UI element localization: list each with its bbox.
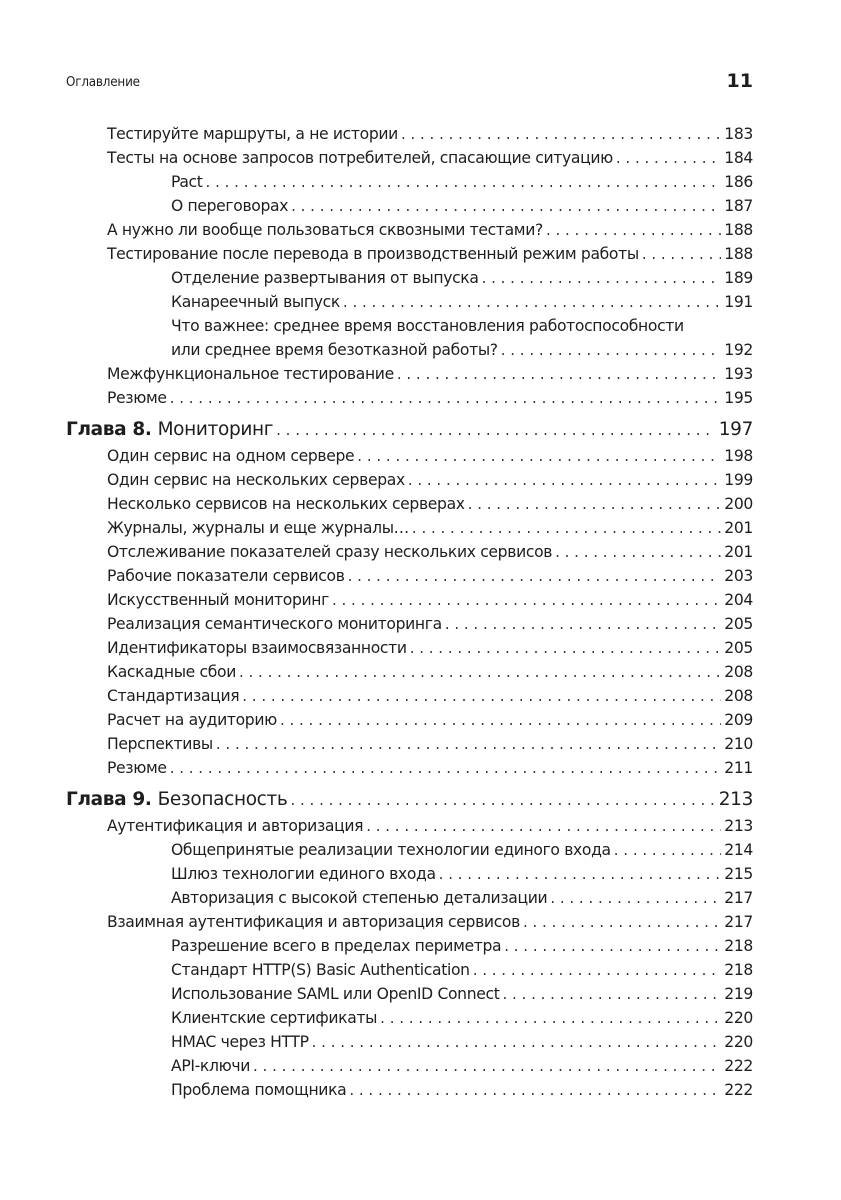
leader-dots (242, 684, 721, 708)
chapter-number: Глава 9. (66, 789, 152, 810)
leader-dots (290, 786, 715, 814)
toc-entry[interactable] (66, 588, 753, 612)
leader-dots (253, 1054, 721, 1078)
toc-entry-page: 209 (724, 711, 753, 729)
toc-entry-page: 184 (724, 149, 753, 167)
toc-entry-page: 222 (724, 1081, 753, 1099)
toc-entry-title: Что важнее: среднее время восстановления работоспособности (171, 317, 684, 335)
chapter-number: Глава 8. (66, 419, 152, 440)
leader-dots (291, 194, 721, 218)
toc-entry-page: 217 (724, 913, 753, 931)
toc-entry-page: 186 (724, 173, 753, 191)
toc-entry-page: 195 (724, 389, 753, 407)
toc-entry-title: Реализация семантического мониторинга (107, 615, 442, 633)
toc-entry-page: 218 (724, 961, 753, 979)
toc-entry-title: Стандартизация (107, 687, 240, 705)
leader-dots (616, 146, 721, 170)
toc-entry-title: Расчет на аудиторию (107, 711, 277, 729)
leader-dots (614, 838, 722, 862)
toc-entry-page: 201 (724, 519, 753, 537)
chapter-page: 197 (718, 419, 753, 440)
toc-entry[interactable] (66, 122, 753, 146)
toc-entry-page: 214 (724, 841, 753, 859)
toc-entry[interactable] (66, 910, 753, 934)
toc-entry-page: 208 (724, 663, 753, 681)
leader-dots (468, 492, 722, 516)
toc-entry-page: 222 (724, 1057, 753, 1075)
toc-entry-title: Рабочие показатели сервисов (107, 567, 345, 585)
toc-entry-page: 200 (724, 495, 753, 513)
toc-entry-title: Проблема помощника (171, 1081, 347, 1099)
leader-dots (401, 122, 721, 146)
leader-dots (504, 934, 721, 958)
toc-entry-title: Клиентские сертификаты (171, 1009, 378, 1027)
leader-dots (501, 338, 722, 362)
leader-dots (206, 170, 722, 194)
toc-entry-title: Несколько сервисов на нескольких серверах (107, 495, 465, 513)
toc-entry-page: 220 (724, 1009, 753, 1027)
leader-dots (473, 958, 722, 982)
leader-dots (239, 660, 721, 684)
leader-dots (312, 1030, 722, 1054)
toc-entry-title: Идентификаторы взаимосвязанности (107, 639, 407, 657)
toc-entry-page: 204 (724, 591, 753, 609)
leader-dots (439, 862, 722, 886)
toc-entry[interactable] (66, 732, 753, 756)
toc-entry[interactable] (66, 1006, 753, 1030)
toc-entry-page: 210 (724, 735, 753, 753)
toc-entry[interactable] (66, 266, 753, 290)
leader-dots (349, 1078, 721, 1102)
page-number: 11 (726, 70, 753, 92)
leader-dots (357, 444, 721, 468)
toc-entry[interactable] (66, 1030, 753, 1054)
toc-entry-title: Резюме (107, 389, 167, 407)
running-head-title: Оглавление (66, 75, 140, 90)
toc-entry-page: 203 (724, 567, 753, 585)
toc-entry-title: А нужно ли вообще пользоваться сквозными тестами? (107, 221, 543, 239)
leader-dots (170, 386, 722, 410)
toc-entry-title: Межфункциональное тестирование (107, 365, 394, 383)
toc-entry-title: HMAC через HTTP (171, 1033, 309, 1051)
toc-entry-page: 188 (724, 221, 753, 239)
toc-entry-page: 217 (724, 889, 753, 907)
toc-entry[interactable] (66, 218, 753, 242)
leader-dots (276, 416, 716, 444)
toc-entry-title: Тестируйте маршруты, а не истории (107, 125, 398, 143)
toc-entry-page: 205 (724, 639, 753, 657)
leader-dots (410, 636, 722, 660)
toc-chapter-8[interactable] (66, 416, 753, 444)
toc-entry[interactable] (66, 386, 753, 410)
toc-entry-page: 219 (724, 985, 753, 1003)
toc-entry-page: 188 (724, 245, 753, 263)
toc-entry-page: 192 (724, 341, 753, 359)
toc-entry-title: Шлюз технологии единого входа (171, 865, 436, 883)
toc-entry[interactable] (66, 468, 753, 492)
leader-dots (523, 910, 721, 934)
toc-entry-page: 201 (724, 543, 753, 561)
toc-entry[interactable] (66, 338, 753, 362)
toc-entry-title: Авторизация с высокой степенью детализации (171, 889, 548, 907)
leader-dots (280, 708, 721, 732)
chapter-title: Мониторинг (157, 419, 274, 440)
chapter-page: 213 (718, 789, 753, 810)
toc-entry-page: 218 (724, 937, 753, 955)
toc-entry[interactable] (66, 838, 753, 862)
leader-dots (397, 362, 721, 386)
toc-entry-page: 205 (724, 615, 753, 633)
toc-entry[interactable] (66, 612, 753, 636)
toc-entry[interactable] (66, 290, 753, 314)
toc-entry-title: Отделение развертывания от выпуска (171, 269, 479, 287)
toc-entry[interactable] (66, 886, 753, 910)
toc-entry-page: 220 (724, 1033, 753, 1051)
toc-entry-title: Pact (171, 173, 203, 191)
leader-dots (408, 468, 721, 492)
toc-entry[interactable] (66, 660, 753, 684)
leader-dots (555, 540, 721, 564)
toc-entry-page: 213 (724, 817, 753, 835)
toc-entry-page: 198 (724, 447, 753, 465)
toc-entry[interactable] (66, 1054, 753, 1078)
toc-entry[interactable] (66, 814, 753, 838)
toc-entry-title: О переговорах (171, 197, 289, 215)
toc-entry[interactable] (66, 636, 753, 660)
toc-entry-title: Каскадные сбои (107, 663, 236, 681)
toc-entry-line1[interactable] (66, 314, 753, 338)
running-head (66, 70, 753, 98)
toc-entry[interactable] (66, 492, 753, 516)
toc-entry-title: Искусственный мониторинг (107, 591, 329, 609)
leader-dots (170, 756, 722, 780)
toc-entry[interactable] (66, 708, 753, 732)
toc-entry-title: Стандарт HTTP(S) Basic Authentication (171, 961, 470, 979)
leader-dots (380, 1006, 721, 1030)
toc-entry[interactable] (66, 684, 753, 708)
toc-entry-title: Использование SAML или OpenID Connect (171, 985, 500, 1003)
leader-dots (412, 516, 721, 540)
toc-entry-page: 183 (724, 125, 753, 143)
toc-entry[interactable] (66, 756, 753, 780)
toc-entry[interactable] (66, 170, 753, 194)
toc-entry[interactable] (66, 194, 753, 218)
leader-dots (343, 290, 721, 314)
toc-chapter-9[interactable] (66, 786, 753, 814)
leader-dots (348, 564, 722, 588)
toc-entry-page: 193 (724, 365, 753, 383)
toc-entry-page: 211 (724, 759, 753, 777)
leader-dots (502, 982, 721, 1006)
toc-entry-title: Один сервис на нескольких серверах (107, 471, 405, 489)
toc-entry[interactable] (66, 564, 753, 588)
toc-entry-title: Тестирование после перевода в производственный режим работы (107, 245, 639, 263)
toc-entry-page: 208 (724, 687, 753, 705)
leader-dots (546, 218, 721, 242)
leader-dots (216, 732, 721, 756)
leader-dots (642, 242, 721, 266)
leader-dots (332, 588, 721, 612)
leader-dots (366, 814, 721, 838)
toc-entry-title: Тесты на основе запросов потребителей, спасающие ситуацию (107, 149, 613, 167)
toc-entry[interactable] (66, 862, 753, 886)
toc-entry-title: Один сервис на одном сервере (107, 447, 355, 465)
toc-entry[interactable] (66, 516, 753, 540)
toc-entry[interactable] (66, 982, 753, 1006)
chapter-title: Безопасность (157, 789, 288, 810)
toc-entry-title: Канареечный выпуск (171, 293, 340, 311)
leader-dots (445, 612, 721, 636)
toc-entry-page: 189 (724, 269, 753, 287)
table-of-contents (66, 122, 753, 1102)
toc-entry[interactable] (66, 1078, 753, 1102)
leader-dots (482, 266, 722, 290)
toc-entry-title: Общепринятые реализации технологии единого входа (171, 841, 611, 859)
toc-entry-title: Разрешение всего в пределах периметра (171, 937, 502, 955)
leader-dots (550, 886, 721, 910)
toc-entry-title: Отслеживание показателей сразу нескольких сервисов (107, 543, 553, 561)
toc-entry-title: Резюме (107, 759, 167, 777)
toc-entry-title: API-ключи (171, 1057, 251, 1075)
toc-entry-page: 215 (724, 865, 753, 883)
toc-entry-title: Перспективы (107, 735, 213, 753)
toc-entry-page: 187 (724, 197, 753, 215)
toc-entry-title: Аутентификация и авторизация (107, 817, 364, 835)
toc-entry-page: 199 (724, 471, 753, 489)
toc-entry[interactable] (66, 958, 753, 982)
toc-entry-title: или среднее время безотказной работы? (171, 341, 498, 359)
toc-entry[interactable] (66, 540, 753, 564)
toc-entry[interactable] (66, 934, 753, 958)
toc-entry-title: Журналы, журналы и еще журналы… (107, 519, 409, 537)
toc-entry[interactable] (66, 242, 753, 266)
toc-entry-page: 191 (724, 293, 753, 311)
toc-entry-title: Взаимная аутентификация и авторизация сервисов (107, 913, 520, 931)
toc-entry[interactable] (66, 444, 753, 468)
toc-entry[interactable] (66, 362, 753, 386)
toc-entry[interactable] (66, 146, 753, 170)
